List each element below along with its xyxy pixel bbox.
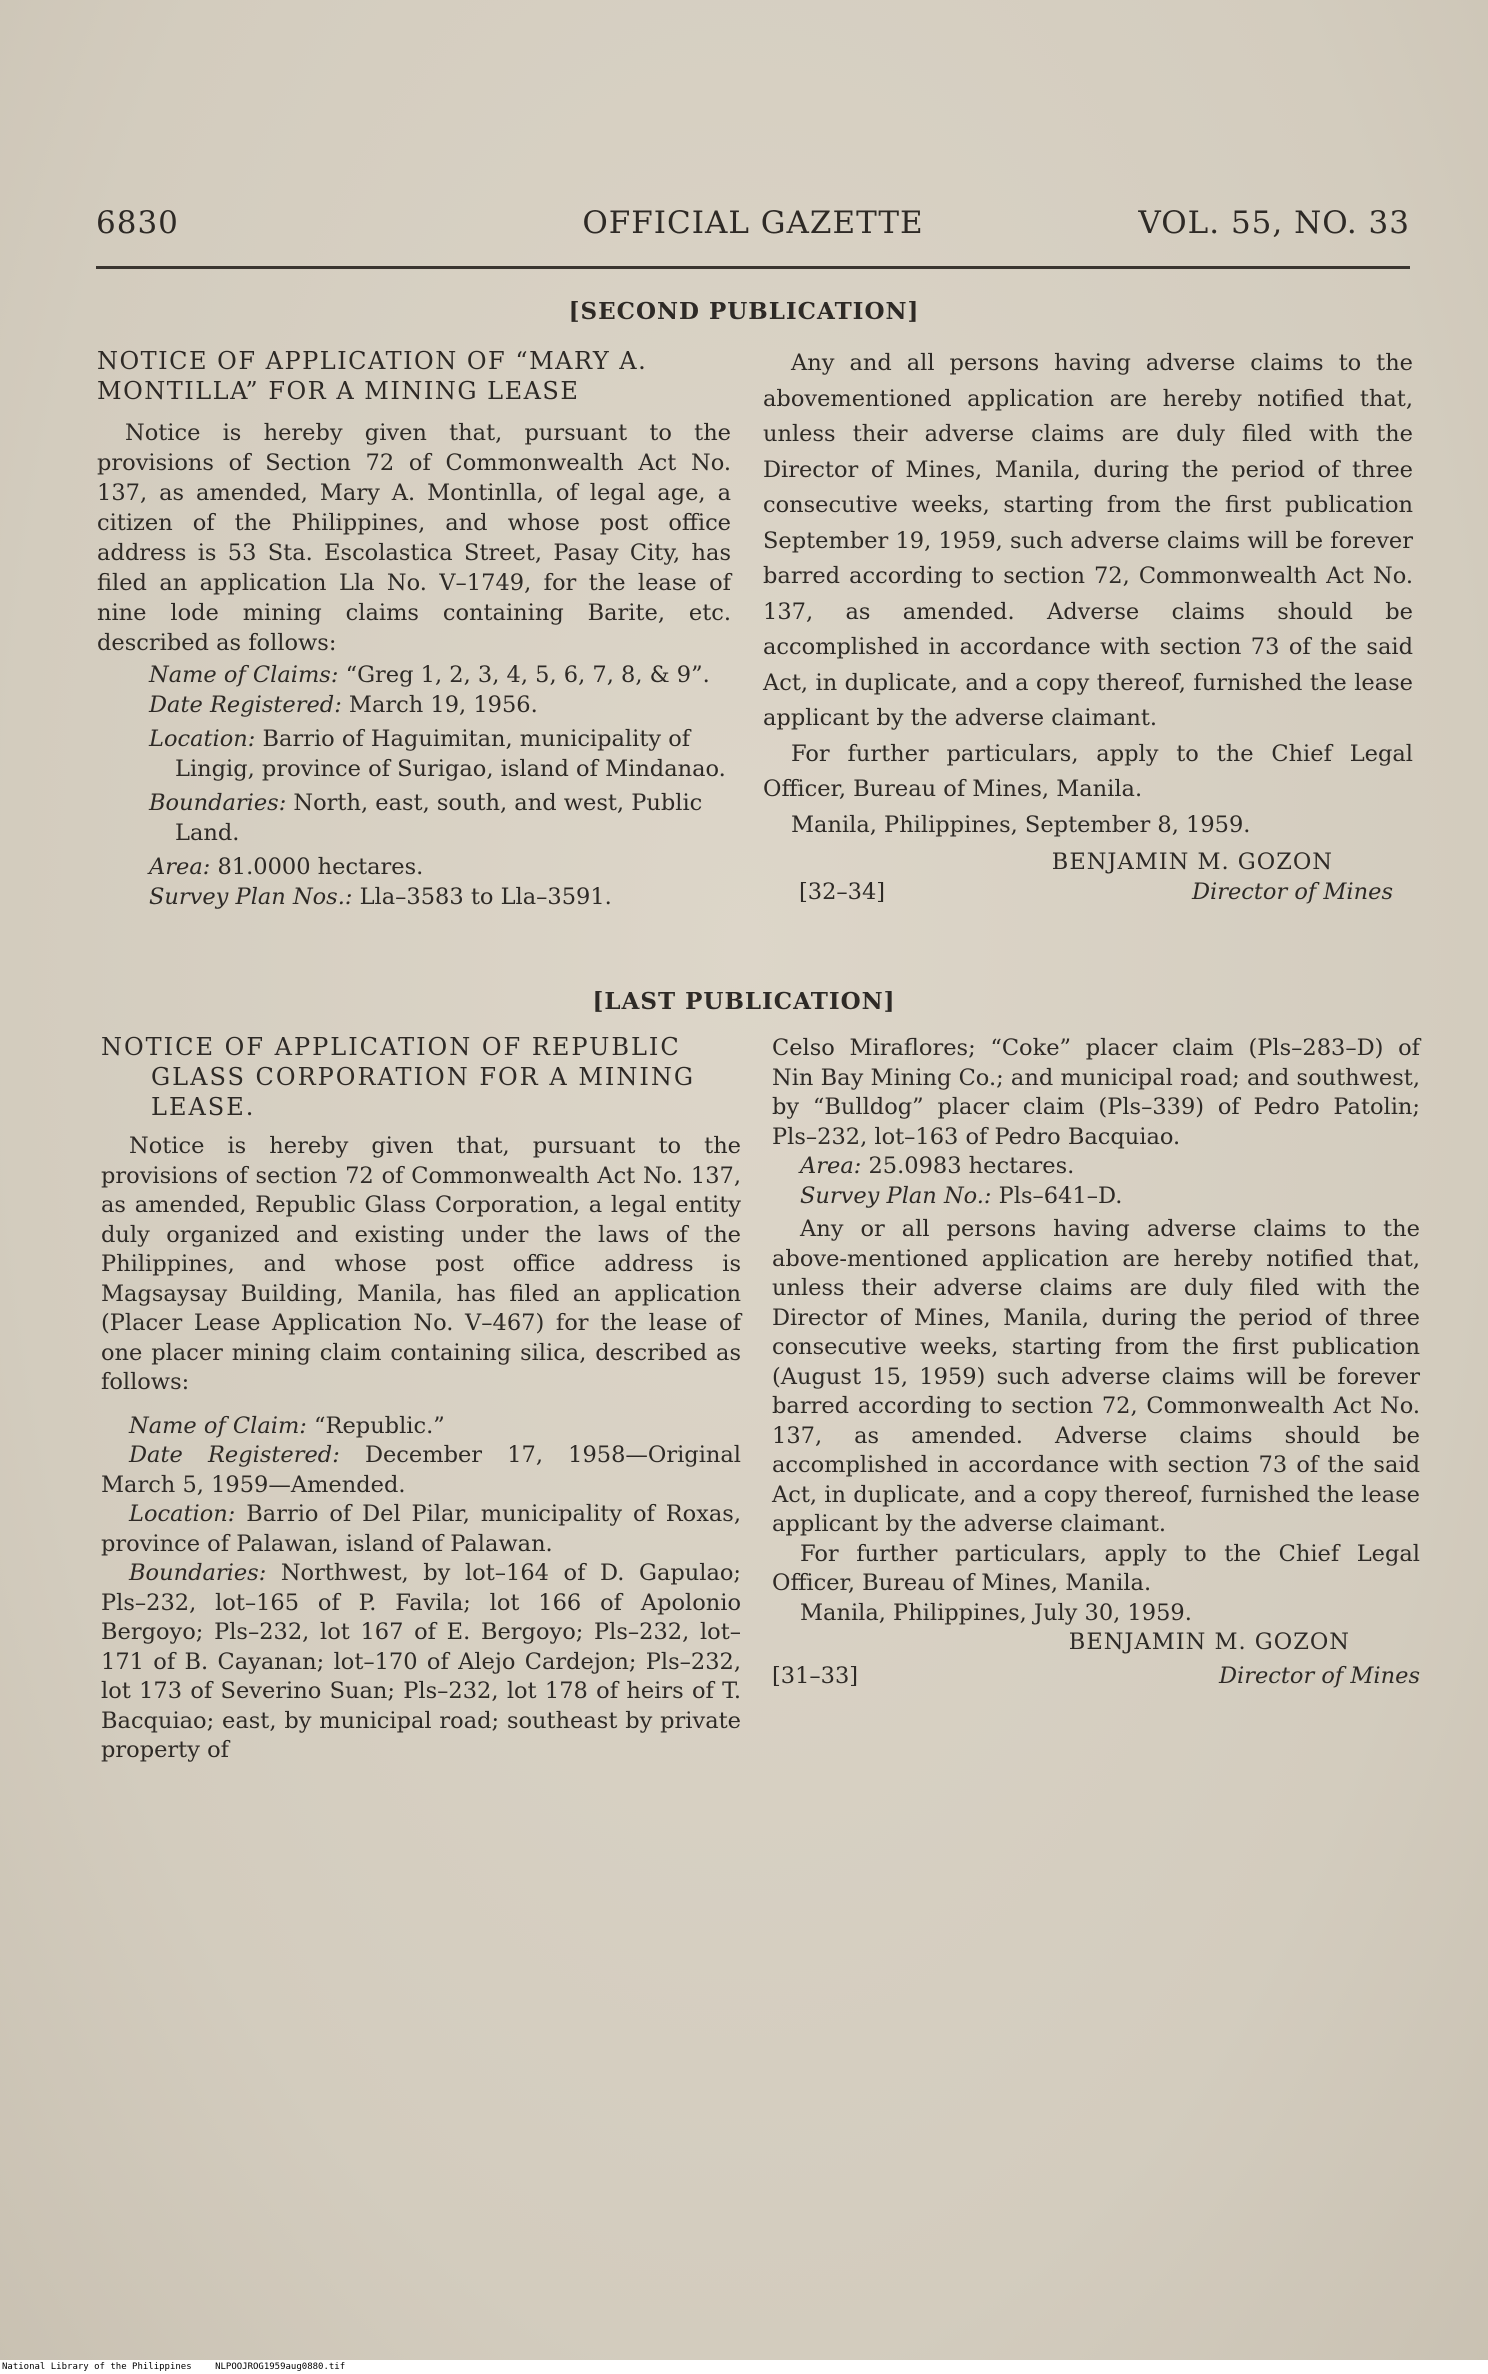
second-notice-intro: Notice is hereby given that, pursuant to the provisions of Section 72 of Commonwealth Act No. 137, as amended, Mary A. Montinlla, of legal age, a citizen of the Philippines, and whose post office address is 53 Sta. Escolastica Street, Pasay City, has filed an application Lla No. V–1749, for the lease of nine lode mining claims containing Barite, etc. described as follows:: [97, 420, 731, 656]
second-notice-right-column: [763, 346, 1413, 907]
second-notice-left-column: [97, 346, 731, 912]
last-area: Area: 25.0983 hectares.: [800, 1153, 1075, 1179]
last-further-particulars: For further particulars, apply to the Chief Legal Officer, Bureau of Mines, Manila.: [772, 1540, 1420, 1596]
second-claim-name: Name of Claims: “Greg 1, 2, 3, 4, 5, 6, 7, 8, & 9”.: [149, 662, 710, 688]
last-location: Location: Barrio of Del Pilar, municipality of Roxas, province of Palawan, island of Palawan.: [101, 1501, 741, 1557]
last-notice-title: NOTICE OF APPLICATION OF REPUBLIC GLASS CORPORATION FOR A MINING LEASE.: [101, 1033, 696, 1121]
last-notice-left-column: [101, 1032, 741, 1766]
last-survey-plan: Survey Plan No.: Pls–641–D.: [800, 1182, 1123, 1209]
second-place-date: Manila, Philippines, September 8, 1959.: [791, 811, 1251, 838]
header-rule: [96, 266, 1410, 269]
second-adverse-claims: Any and all persons having adverse claims to the abovementioned application are hereby notified that, unless their adverse claims are duly filed with the Director of Mines, Manila, during the period of three consecutive weeks, starting from the first publication September 19, 1959, such adverse claims will be forever barred according to section 72, Commonwealth Act No. 137, as amended. Adverse claims should be accomplished in accordance with section 73 of the said Act, in duplicate, and a copy thereof, furnished the lease applicant by the adverse claimant.: [763, 350, 1413, 731]
page-number: 6830: [96, 205, 179, 241]
last-signature-line: [772, 1658, 1420, 1692]
last-boundaries: Boundaries: Northwest, by lot–164 of D. Gapulao; Pls–232, lot–165 of P. Favila; lot 166 of Apolonio Bergoyo; Pls–232, lot 167 of E. Bergoyo; Pls–232, lot–171 of B. Cayanan; lot–170 of Alejo Cardejon; Pls–232, lot 173 of Severino Suan; Pls–232, lot 178 of heirs of T. Bacquiao; east, by municipal road; southeast by private property of: [101, 1560, 741, 1763]
second-area: Area: 81.0000 hectares.: [149, 854, 424, 880]
second-further-particulars: For further particulars, apply to the Chief Legal Officer, Bureau of Mines, Manila.: [763, 740, 1413, 802]
last-publication-label: [LAST PUBLICATION]: [592, 988, 896, 1015]
volume-number: VOL. 55, NO. 33: [1138, 205, 1410, 241]
last-signer-name: BENJAMIN M. GOZON: [1068, 1629, 1350, 1655]
last-signer-title: Director of Mines: [1218, 1662, 1420, 1689]
second-survey-plan: Survey Plan Nos.: Lla–3583 to Lla–3591.: [149, 884, 612, 910]
second-date-registered: Date Registered: March 19, 1956.: [149, 692, 538, 718]
last-notice-intro: Notice is hereby given that, pursuant to the provisions of section 72 of Commonwealth Act No. 137, as amended, Republic Glass Corporation, a legal entity duly organized and existing under the laws of the Philippines, and whose post office address is Magsaysay Building, Manila, has filed an application (Placer Lease Application No. V–467) for the lease of one placer mining claim containing silica, described as follows:: [101, 1133, 741, 1395]
last-adverse-claims: Any or all persons having adverse claims to the above-mentioned application are hereby notified that, unless their adverse claims are duly filed with the Director of Mines, Manila, during the period of three consecutive weeks, starting from the first publication (August 15, 1959) such adverse claims will be forever barred according to section 72, Commonwealth Act No. 137, as amended. Adverse claims should be accomplished in accordance with section 73 of the said Act, in duplicate, and a copy thereof, furnished the lease applicant by the adverse claimant.: [772, 1216, 1420, 1537]
second-signer-title: Director of Mines: [1191, 879, 1393, 905]
scan-filename: NLPOOJROG1959aug0880.tif: [215, 2362, 346, 2372]
last-claim-name: Name of Claim: “Republic.”: [129, 1412, 445, 1439]
second-location: Location: Barrio of Haguimitan, municipality of Lingig, province of Surigao, island of Mindanao.: [149, 726, 726, 782]
page-header: [96, 205, 1410, 255]
publication-title: OFFICIAL GAZETTE: [582, 205, 924, 241]
second-notice-title: NOTICE OF APPLICATION OF “MARY A. MONTILLA” FOR A MINING LEASE: [97, 347, 648, 405]
last-boundaries-continued: Celso Miraflores; “Coke” placer claim (Pls–283–D) of Nin Bay Mining Co.; and municipal road; and southwest, by “Bulldog” placer claim (Pls–339) of Pedro Patolin; Pls–232, lot–163 of Pedro Bacquiao.: [772, 1035, 1420, 1150]
scan-footer: [0, 2360, 1488, 2374]
second-publication-label: [SECOND PUBLICATION]: [568, 298, 920, 325]
second-signature-line: [763, 877, 1413, 907]
last-notice-right-column: [772, 1034, 1420, 1691]
last-publication-code: [31–33]: [772, 1662, 859, 1689]
second-signer-name: BENJAMIN M. GOZON: [1051, 849, 1333, 875]
library-name: National Library of the Philippines: [2, 2362, 192, 2372]
last-date-registered: Date Registered: December 17, 1958—Original March 5, 1959—Amended.: [101, 1442, 741, 1498]
last-place-date: Manila, Philippines, July 30, 1959.: [800, 1599, 1192, 1626]
second-publication-code: [32–34]: [799, 879, 886, 905]
second-boundaries: Boundaries: North, east, south, and west, Public Land.: [149, 790, 703, 846]
